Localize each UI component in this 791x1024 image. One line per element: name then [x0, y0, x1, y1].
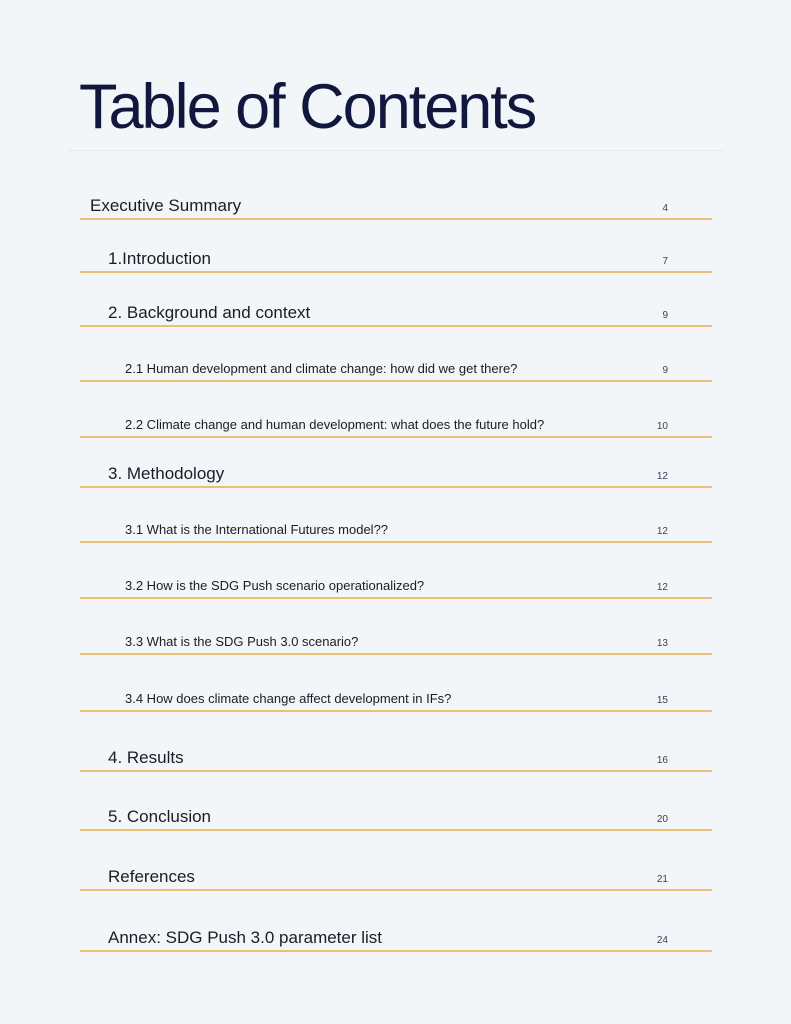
toc-entry-page-number: 12 — [656, 471, 668, 482]
toc-entry-section-2-1[interactable] — [80, 350, 712, 382]
toc-entry-page-number: 15 — [656, 695, 668, 706]
toc-entry-label: 3.3 What is the SDG Push 3.0 scenario? — [125, 634, 359, 649]
toc-entry-label: 1.Introduction — [108, 249, 212, 268]
toc-entry-methodology[interactable] — [80, 456, 712, 488]
toc-entry-conclusion[interactable] — [80, 799, 712, 831]
toc-entry-introduction[interactable] — [80, 241, 712, 273]
toc-entry-label: References — [108, 867, 195, 886]
toc-entry-page-number: 9 — [662, 365, 668, 376]
toc-entry-executive-summary[interactable] — [80, 188, 712, 220]
toc-entry-label: Annex: SDG Push 3.0 parameter list — [108, 928, 383, 947]
toc-entry-annex[interactable] — [80, 920, 712, 952]
toc-entry-page-number: 20 — [656, 814, 668, 825]
toc-entry-page-number: 21 — [656, 874, 668, 885]
toc-entry-page-number: 4 — [662, 203, 668, 214]
toc-entry-page-number: 13 — [656, 638, 668, 649]
toc-entry-section-3-2[interactable] — [80, 567, 712, 599]
toc-entry-page-number: 24 — [656, 935, 668, 946]
toc-entry-page-number: 9 — [662, 310, 668, 321]
toc-entry-background[interactable] — [80, 295, 712, 327]
toc-entry-label: 2. Background and context — [108, 303, 311, 322]
toc-entry-page-number: 16 — [656, 755, 668, 766]
toc-entry-results[interactable] — [80, 740, 712, 772]
toc-entry-section-2-2[interactable] — [80, 406, 712, 438]
toc-entry-label: 2.2 Climate change and human development: what does the future hold? — [125, 417, 545, 432]
toc-entry-page-number: 7 — [662, 256, 668, 267]
toc-entry-references[interactable] — [80, 859, 712, 891]
toc-entry-label: Executive Summary — [90, 196, 242, 215]
toc-entry-section-3-1[interactable] — [80, 511, 712, 543]
toc-entry-section-3-3[interactable] — [80, 623, 712, 655]
toc-entry-label: 5. Conclusion — [108, 807, 212, 826]
toc-entry-section-3-4[interactable] — [80, 680, 712, 712]
page-title: Table of Contents — [79, 72, 536, 142]
toc-entry-label: 2.1 Human development and climate change: how did we get there? — [125, 361, 518, 376]
toc-entry-label: 3.2 How is the SDG Push scenario operationalized? — [125, 578, 425, 593]
toc-entry-page-number: 12 — [656, 582, 668, 593]
toc-entry-label: 4. Results — [108, 748, 184, 767]
title-divider — [68, 150, 724, 151]
toc-entry-label: 3. Methodology — [108, 464, 225, 483]
toc-entry-page-number: 10 — [656, 421, 668, 432]
toc-entry-label: 3.1 What is the International Futures model?? — [125, 522, 389, 537]
toc-entry-page-number: 12 — [656, 526, 668, 537]
toc-entry-label: 3.4 How does climate change affect development in IFs? — [125, 691, 452, 706]
